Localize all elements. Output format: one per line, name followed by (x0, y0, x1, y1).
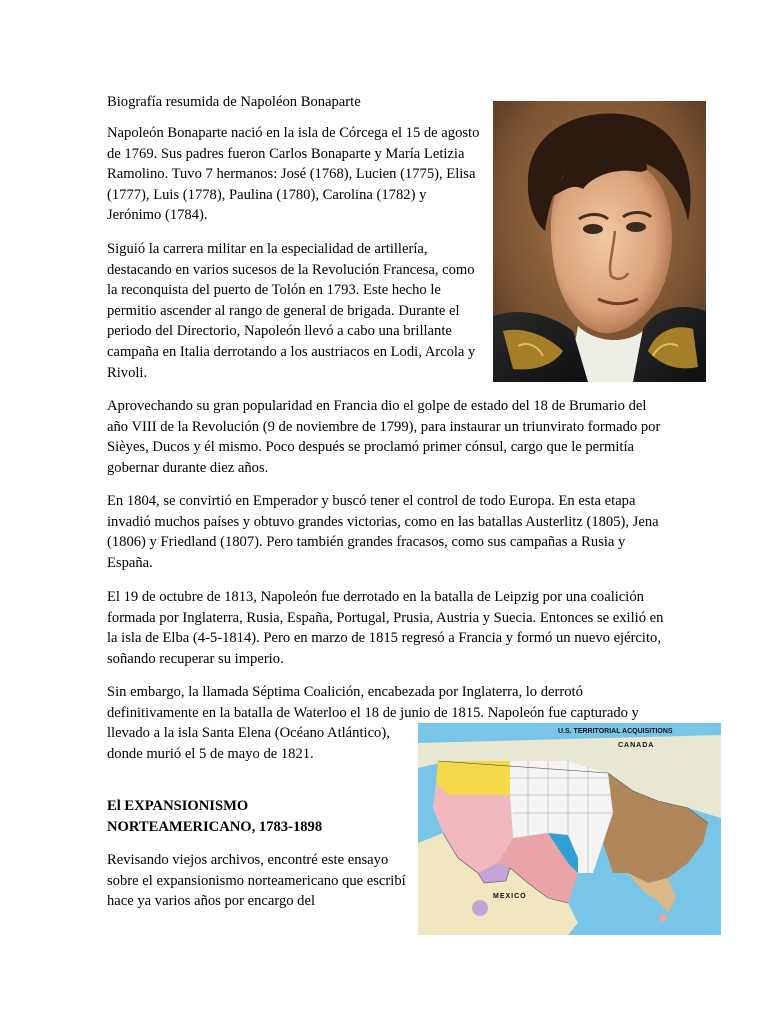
paragraph-leipzig: El 19 de octubre de 1813, Napoleón fue derrotado en la batalla de Leipzig por una coalición formada por Inglaterra, Rusia, España, Portugal, Prusia, Austria y Suecia. Entonces se exilió en la isla de Elba (4-5-1814). Pero en marzo de 1815 regresó a Francia y formó un nuevo ejército, soñando recuperar su imperio. (107, 589, 664, 667)
waterloo-line-2: definitivamente en la batalla de Waterloo el 18 de junio de 1815. Napoleón fue capturado y (107, 704, 639, 721)
paragraph-emperor: En 1804, se convirtió en Emperador y buscó tener el control de todo Europa. En esta etapa invadió muchos países y obtuvo grandes victorias, como en las batallas Austerlitz (1805), Jena (1806) y Friedland (1807). Pero también grandes fracasos, como sus campañas a Rusia y España. (107, 493, 659, 571)
waterloo-line-1: Sin embargo, la llamada Séptima Coalición, encabezada por Inglaterra, lo derrotó (107, 684, 583, 700)
paragraph-expansionism: Revisando viejos archivos, encontré este ensayo sobre el expansionismo norteamericano que escribí hace ya varios años por encargo del (107, 852, 406, 910)
paragraph-birth: Napoleón Bonaparte nació en la isla de Córcega el 15 de agosto de 1769. Sus padres fueron Carlos Bonaparte y María Letizia Ramolino. Tuvo 7 hermanos: José (1768), Lucien (1775), Elisa (1777), Luis (1778), Paulina (1780), Carolina (1782) y Jerónimo (1784). (107, 125, 480, 224)
heading-line-1: El EXPANSIONISMO (107, 798, 249, 814)
map-title: U.S. TERRITORIAL ACQUISITIONS (558, 728, 673, 735)
us-territorial-acquisitions-map (418, 723, 721, 935)
waterloo-line-3: llevado a la isla Santa Elena (Océano Atlántico), (107, 725, 390, 742)
heading-line-2: NORTEAMERICANO, 1783-1898 (107, 818, 323, 835)
document-title: Biografía resumida de Napoléon Bonaparte (107, 94, 361, 110)
map-label-mexico: MEXICO (493, 893, 527, 900)
waterloo-line-4: donde murió el 5 de mayo de 1821. (107, 745, 314, 762)
section-heading (107, 796, 387, 837)
paragraph-coup: Aprovechando su gran popularidad en Francia dio el golpe de estado del 18 de Brumario del año VIII de la Revolución (9 de noviembre de 1799), para instaurar un triunvirato formado por Sièyes, Ducos y él mismo. Poco después se proclamó primer cónsul, cargo que le permitía gobernar durante diez años. (107, 398, 661, 476)
napoleon-portrait-image (493, 101, 706, 382)
paragraph-military-career: Siguió la carrera militar en la especialidad de artillería, destacando en varios sucesos de la Revolución Francesa, como la reconquista del puerto de Tolón en 1793. Este hecho le permitio ascender al rango de general de brigada. Durante el periodo del Directorio, Napoleón llevó a cabo una brillante campaña en Italia derrotando a los austriacos en Lodi, Arcola y Rivoli. (107, 241, 476, 381)
map-label-canada: CANADA (618, 742, 655, 749)
